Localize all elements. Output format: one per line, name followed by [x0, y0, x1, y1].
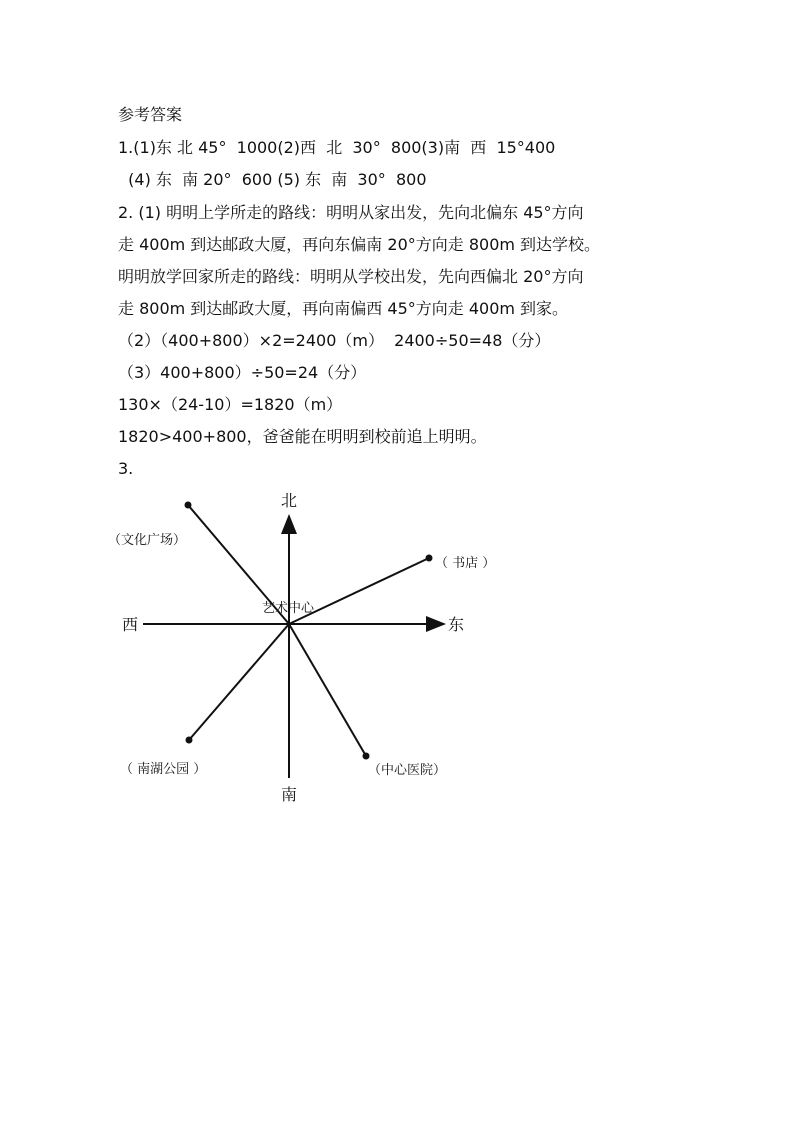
label-west: 西 [122, 615, 139, 634]
ray-central-hospital [289, 624, 366, 756]
page-title: 参考答案 [118, 105, 183, 124]
answer-line-5: 明明放学回家所走的路线：明明从学校出发，先向西偏北 20°方向 [118, 267, 584, 286]
ray-nanhu-park [189, 624, 289, 740]
dot-bookstore [426, 555, 433, 562]
answer-line-4: 走 400m 到达邮政大厦，再向东偏南 20°方向走 800m 到达学校。 [118, 235, 601, 254]
answer-line-7: （2）（400+800）×2=2400（m） 2400÷50=48（分） [118, 331, 551, 350]
answer-line-8: （3）400+800）÷50=24（分） [118, 363, 367, 382]
label-nanhu-park: （ 南湖公园 ） [120, 762, 207, 777]
dot-nanhu-park [186, 737, 193, 744]
answer-line-11: 3. [118, 459, 134, 478]
label-bookstore: （ 书店 ） [435, 556, 496, 571]
label-east: 东 [448, 615, 465, 634]
label-south: 南 [280, 785, 298, 804]
answer-line-10: 1820>400+800，爸爸能在明明到校前追上明明。 [118, 427, 487, 446]
answer-line-6: 走 800m 到达邮政大厦，再向南偏西 45°方向走 400m 到家。 [118, 299, 569, 318]
label-north: 北 [280, 491, 298, 510]
dot-culture-square [185, 502, 192, 509]
label-center: 艺术中心 [262, 601, 315, 616]
answer-line-1: 1.(1)东 北 45° 1000(2)西 北 30° 800(3)南 西 15°400 [118, 138, 556, 157]
dot-central-hospital [363, 753, 370, 760]
answer-line-2: (4) 东 南 20° 600 (5) 东 南 30° 800 [118, 170, 427, 189]
label-central-hospital: （中心医院） [368, 763, 447, 778]
answer-line-9: 130×（24-10）=1820（m） [118, 395, 343, 414]
answer-line-3: 2. (1) 明明上学所走的路线：明明从家出发，先向北偏东 45°方向 [118, 203, 584, 222]
label-culture-square: （文化广场） [108, 533, 187, 548]
